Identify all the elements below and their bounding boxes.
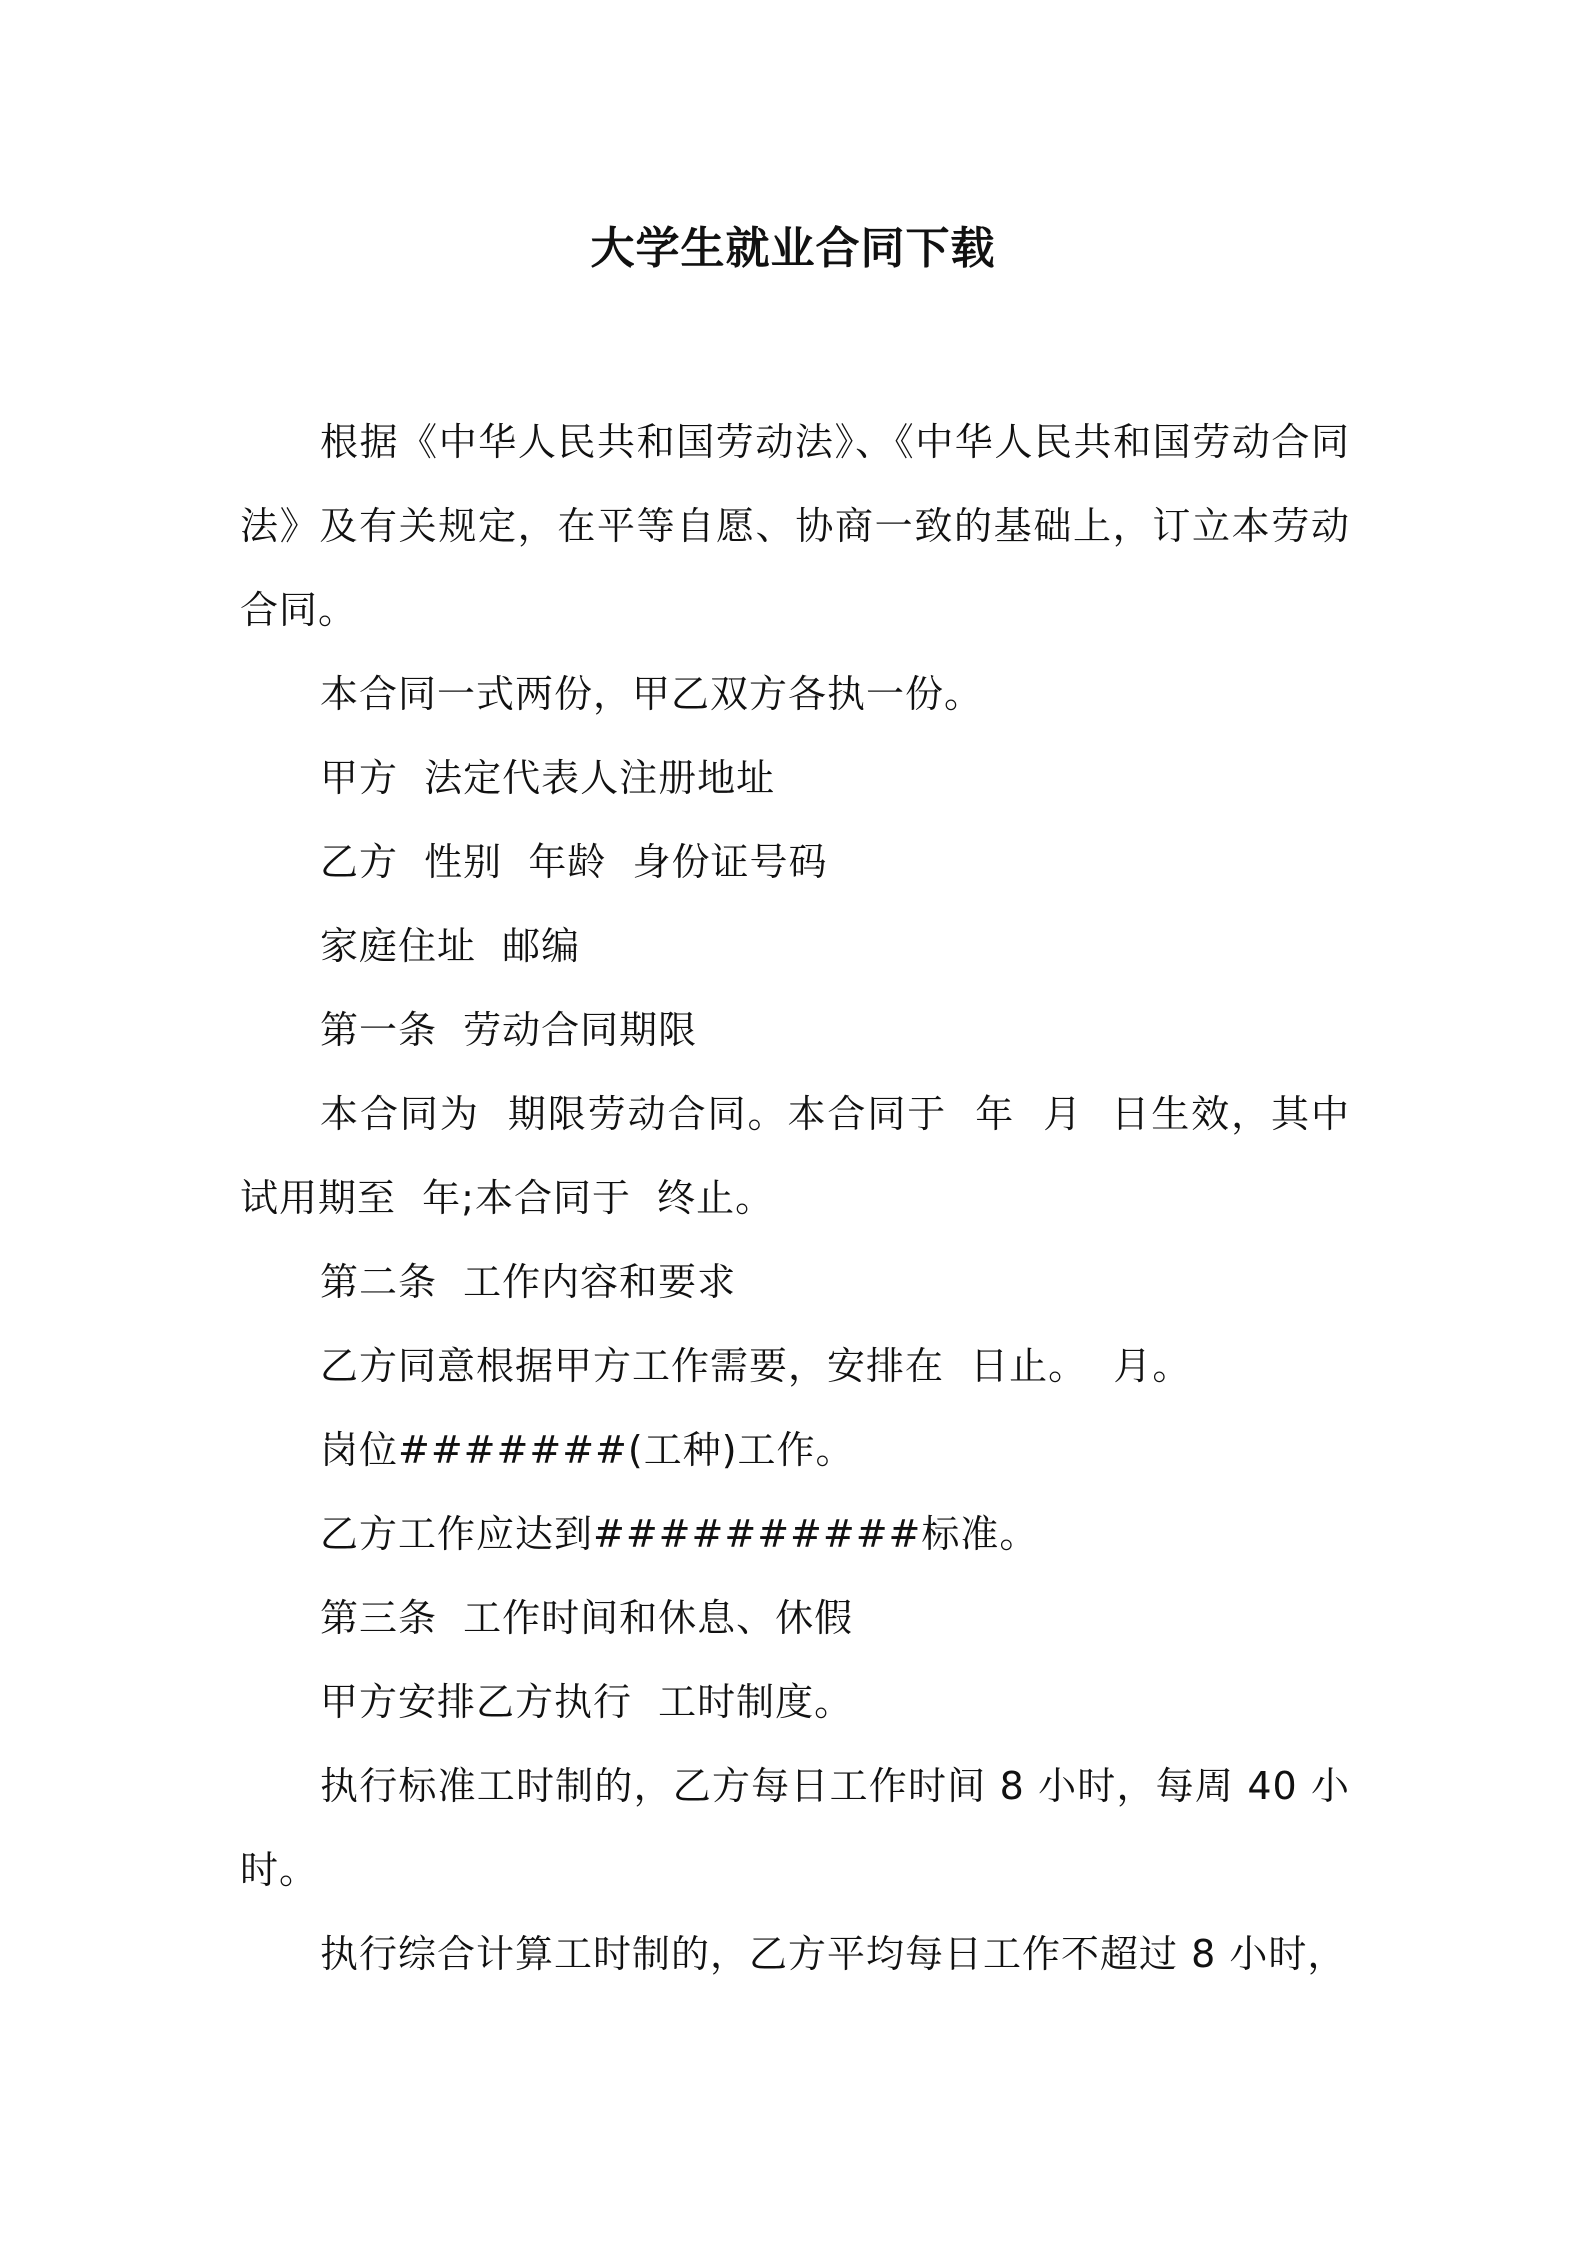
article-2-standard: 乙方工作应达到##########标准。 [320,1512,1039,1556]
paragraph-preamble: 根据《中华人民共和国劳动法》、《中华人民共和国劳动合同法》及有关规定，在平等自愿、协商一致的基础上，订立本劳动合同。 [240,420,1350,632]
paragraph-copies: 本合同一式两份，甲乙双方各执一份。 [320,672,984,716]
article-3-system: 甲方安排乙方执行 工时制度。 [320,1680,854,1724]
paragraph-home-address: 家庭住址 邮编 [320,924,581,968]
paragraph-party-a: 甲方 法定代表人注册地址 [320,756,776,800]
document-title: 大学生就业合同下载 [590,223,996,274]
article-3-heading: 第三条 工作时间和休息、休假 [320,1596,854,1640]
article-1-heading: 第一条 劳动合同期限 [320,1008,698,1052]
document-body [240,400,1350,1996]
article-2-arrangement: 乙方同意根据甲方工作需要，安排在 日止。 月。 [320,1344,1192,1388]
article-3-comprehensive-hours: 执行综合计算工时制的，乙方平均每日工作不超过 8 小时， [320,1932,1347,1976]
article-2-heading: 第二条 工作内容和要求 [320,1260,737,1304]
paragraph-party-b: 乙方 性别 年龄 身份证号码 [320,840,828,884]
article-1-content: 本合同为 期限劳动合同。本合同于 年 月 日生效，其中试用期至 年;本合同于 终止。 [240,1092,1350,1220]
article-3-standard-hours: 执行标准工时制的，乙方每日工作时间 8 小时，每周 40 小时。 [240,1764,1350,1892]
article-2-position: 岗位#######(工种)工作。 [320,1428,855,1472]
